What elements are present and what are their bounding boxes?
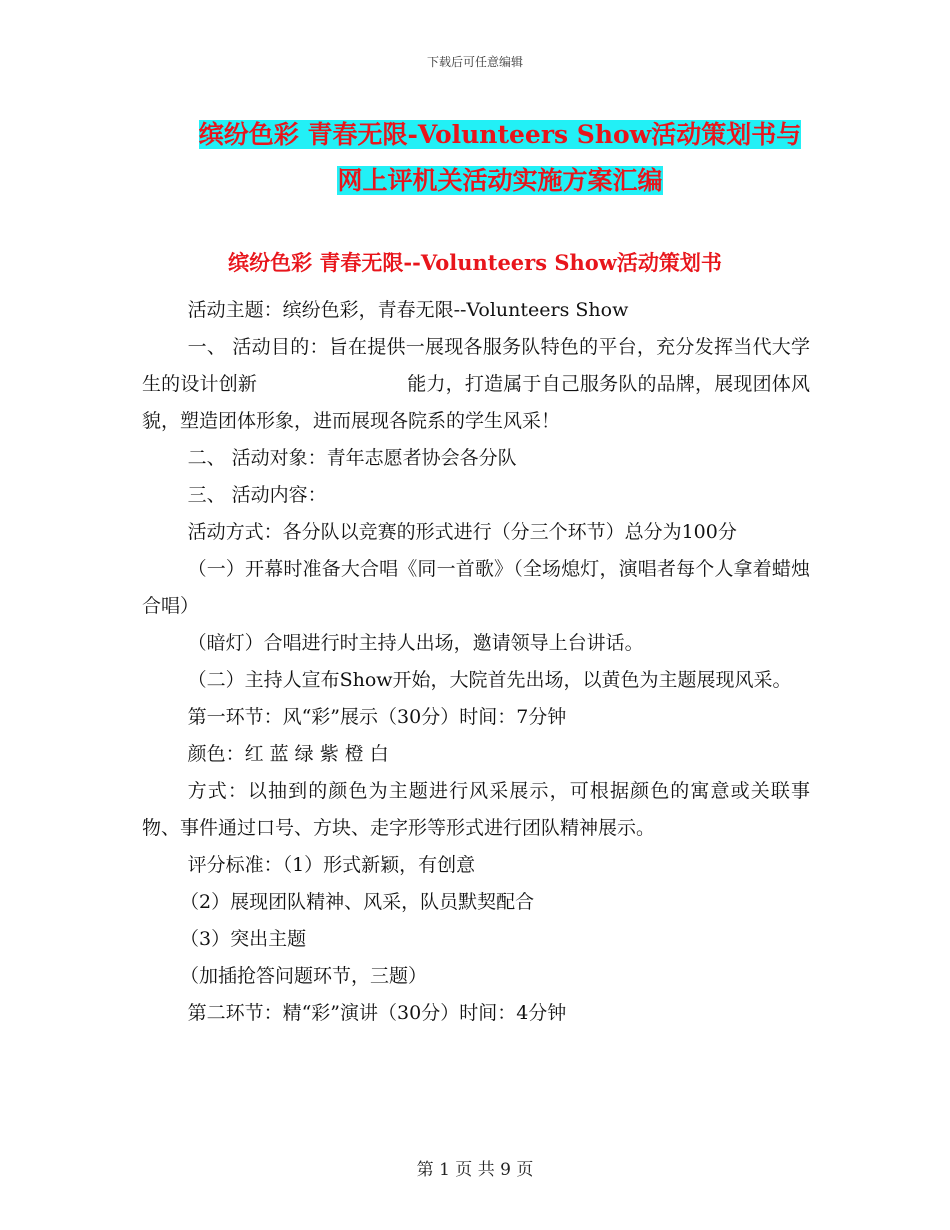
- paragraph-round1: 第一环节：风“彩”展示（30分）时间：7分钟: [187, 706, 567, 728]
- document-title-line2: 网上评机关活动实施方案汇编: [337, 166, 663, 195]
- paragraph-criteria1: 评分标准：（1）形式新颖，有创意: [187, 854, 476, 876]
- page-header-note: 下载后可任意编辑: [426, 55, 523, 69]
- paragraph-target: 二、 活动对象：青年志愿者协会各分队: [187, 447, 517, 469]
- paragraph-theme: 活动主题：缤纷色彩，青春无限--Volunteers Show: [187, 299, 629, 321]
- document-body: [142, 292, 810, 1032]
- paragraph-bonus: （加插抢答问题环节，三题）: [180, 965, 428, 987]
- paragraph-criteria3: （3）突出主题: [180, 928, 307, 950]
- page-number: 第 1 页 共 9 页: [416, 1160, 534, 1180]
- paragraph-content: 三、 活动内容：: [187, 484, 327, 506]
- paragraph-colors: 颜色：红 蓝 绿 紫 橙 白: [187, 743, 389, 765]
- paragraph-purpose-part1: 一、 活动目的：旨在提供一展现各服务队特色的平台，充分发挥当代大学生的设计创新: [142, 336, 810, 395]
- document-title: [150, 112, 850, 204]
- paragraph-way: 方式：以抽到的颜色为主题进行风采展示，可根据颜色的寓意或关联事物、事件通过口号、方块、走字形等形式进行团队精神展示。: [142, 780, 810, 839]
- paragraph-purpose-part2: 能力，打造属于自己服务队的品牌，展现团体风貌，塑造团体形象，进而展现各院系的学生风采！: [142, 373, 810, 432]
- paragraph-round2: 第二环节：精“彩”演讲（30分）时间：4分钟: [187, 1002, 567, 1024]
- paragraph-purpose: [142, 329, 810, 440]
- paragraph-dark: （暗灯）合唱进行时主持人出场，邀请领导上台讲话。: [187, 632, 644, 654]
- paragraph-opening: （一）开幕时准备大合唱《同一首歌》（全场熄灯，演唱者每个人拿着蜡烛合唱）: [142, 558, 810, 617]
- section-title: 缤纷色彩 青春无限--Volunteers Show活动策划书: [228, 250, 722, 275]
- paragraph-start: （二）主持人宣布Show开始，大院首先出场，以黄色为主题展现风采。: [187, 669, 792, 691]
- document-title-line1: 缤纷色彩 青春无限-Volunteers Show活动策划书与: [198, 120, 802, 149]
- paragraph-method: 活动方式：各分队以竞赛的形式进行（分三个环节）总分为100分: [187, 521, 737, 543]
- paragraph-criteria2: （2）展现团队精神、风采，队员默契配合: [180, 891, 535, 913]
